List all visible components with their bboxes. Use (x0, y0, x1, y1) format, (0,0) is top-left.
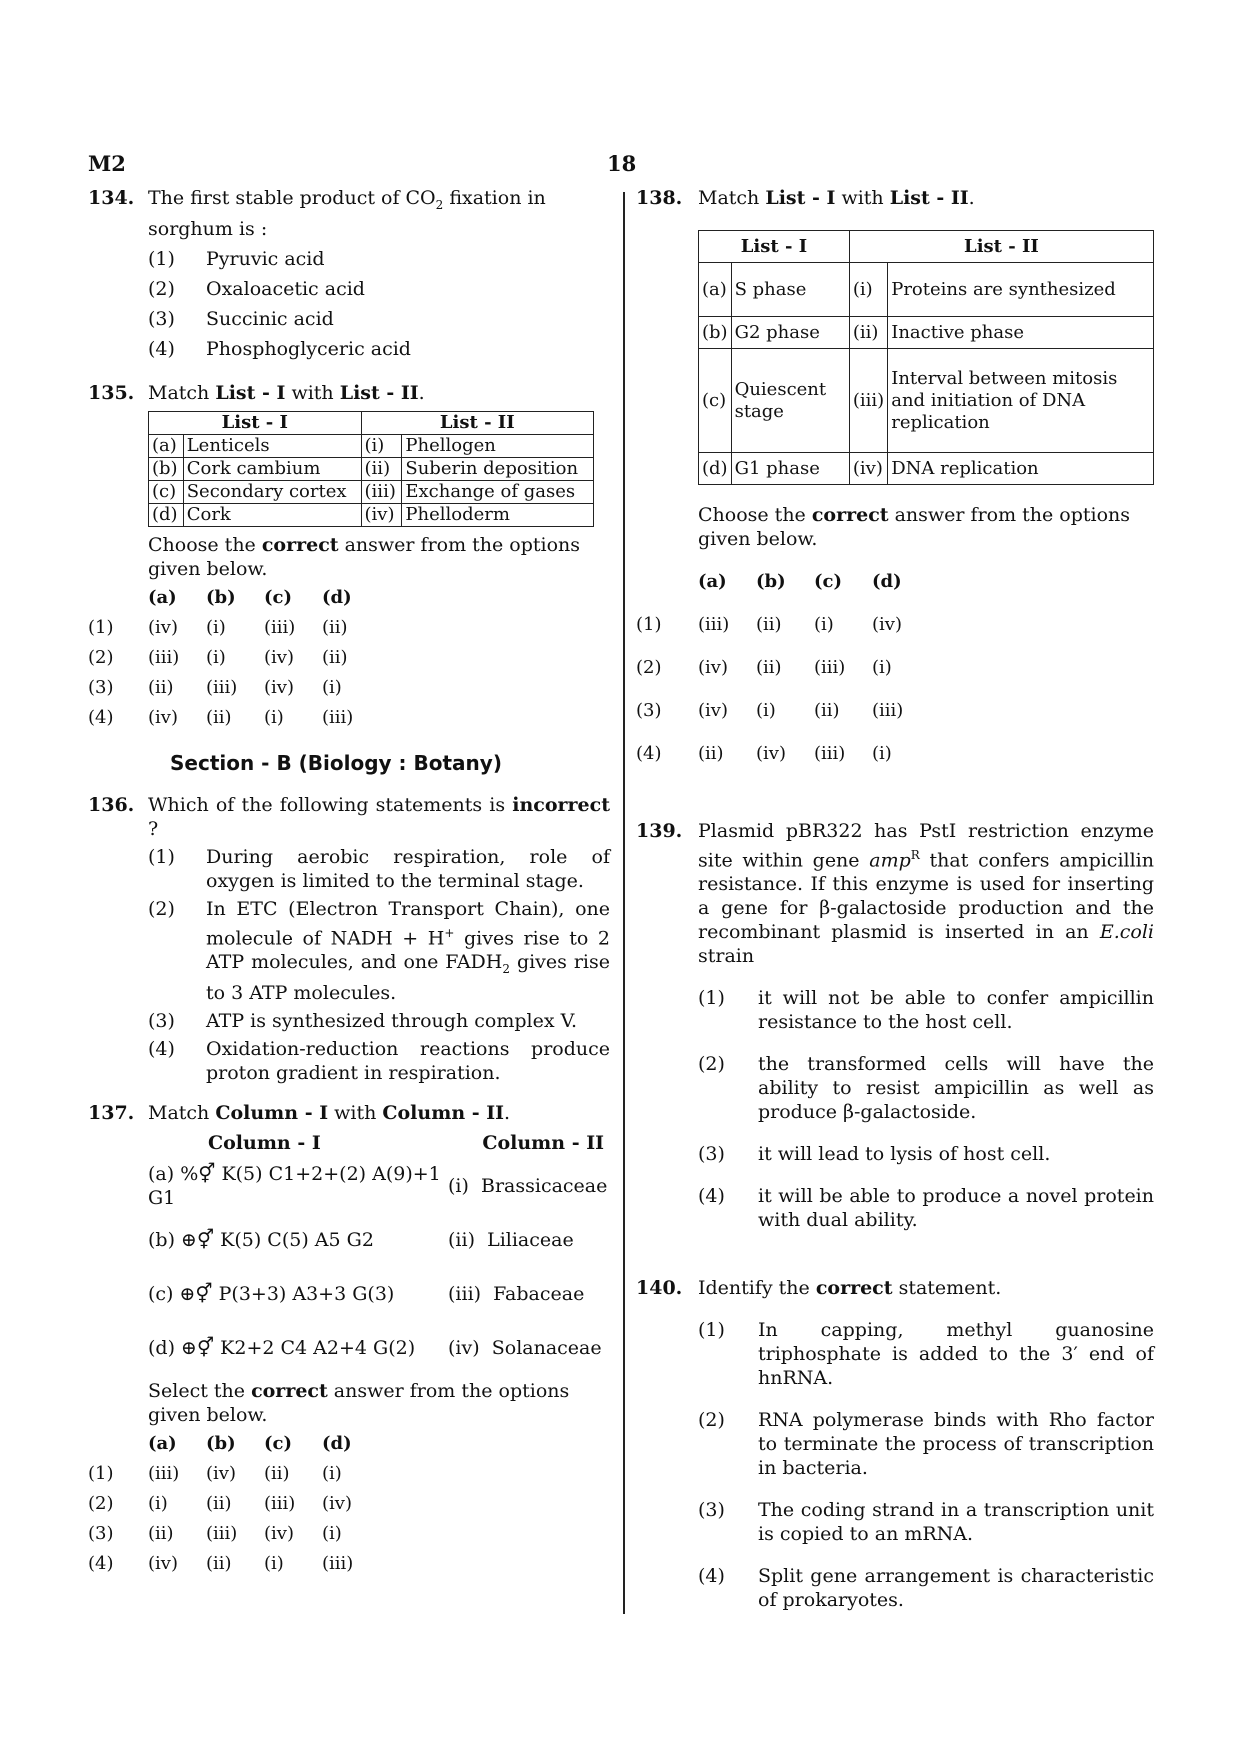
formula-item: (d) ⊕⚥ K2+2 C4 A2+4 G(2) (iv) Solanaceae (148, 1336, 602, 1359)
option[interactable]: (2) RNA polymerase binds with Rho factor to terminate the process of transcription in bacteria. (698, 1409, 1154, 1480)
formula-item: (b) ⊕⚥ K(5) C(5) A5 G2 (ii) Liliaceae (148, 1228, 574, 1251)
option[interactable]: (1) In capping, methyl guanosine triphosphate is added to the 3′ end of hnRNA. (698, 1319, 1154, 1390)
option[interactable]: (1) Pyruvic acid (148, 247, 325, 270)
formula-item: (a) %⚥ K(5) C1+2+(2) A(9)+1 G1 (i) Brassicaceae (148, 1162, 608, 1209)
right-column (636, 186, 1154, 1612)
option[interactable]: (4) Oxidation-reduction reactions produce proton gradient in respiration. (148, 1037, 610, 1084)
option[interactable]: (4) Phosphoglyceric acid (148, 337, 411, 360)
formula-list (88, 1159, 610, 1375)
page-number: 18 (607, 151, 637, 176)
match-table: List - I List - II (a) S phase (i) Proteins are synthesized (b) G2 phase (ii) Inactive phase (c) Quiescent stage (iii) Interval between mitosis and initiation of DNA replication (d) G1 phase (iv) DNA replication (698, 230, 1154, 485)
option[interactable]: (3) Succinic acid (148, 307, 334, 330)
column-1-header: Column - I (208, 1131, 321, 1154)
paper-code: M2 (88, 151, 126, 176)
option[interactable]: (2) the transformed cells will have the ability to resist ampicillin as well as produce β-galactoside. (698, 1053, 1154, 1124)
column-2-header: Column - II (482, 1131, 604, 1154)
option[interactable]: (1) During aerobic respiration, role of oxygen is limited to the terminal stage. (148, 845, 610, 892)
select-instruction: Select the correct answer from the options given below. (148, 1379, 570, 1426)
option[interactable]: (3) The coding strand in a transcription unit is copied to an mRNA. (698, 1499, 1154, 1546)
question-138: 138. Match List - I with List - II. List - I List - II (a) S phase (i) Proteins are synthesized (b) G2 phase (ii) Inactive phase (c) Quiescent stage (iii) Interval between mitosis and initiation of DNA replication (d) G1 phase (iv) DNA replication Choose the correct answer from the options given below. (636, 186, 1154, 551)
formula-item: (c) ⊕⚥ P(3+3) A3+3 G(3) (iii) Fabaceae (148, 1282, 585, 1305)
question-135: 135. Match List - I with List - II. List - I List - II (a) Lenticels (i) Phellogen (b) Cork cambium (ii) Suberin deposition (c) Secondary cortex (iii) Exchange of gases (d) Cork (iv) Phelloderm Choose the correct answer from the options given below. (88, 381, 610, 581)
option[interactable]: (4) it will be able to produce a novel protein with dual ability. (698, 1185, 1154, 1232)
answer-grid: (a) (b) (c) (d) (1) (iii) (ii) (i) (iv) (2) (iv) (ii) (iii) (i) (3) (iv) (i) (ii) (iii) (4) (ii) (iv) (iii) (i) (636, 571, 904, 764)
answer-grid: (a) (b) (c) (d) (1) (iv) (i) (iii) (ii) (2) (iii) (i) (iv) (ii) (3) (ii) (iii) (iv) (i) (4) (iv) (ii) (i) (iii) (88, 586, 354, 728)
option[interactable]: (3) ATP is synthesized through complex V. (148, 1009, 578, 1032)
option[interactable]: (3) it will lead to lysis of host cell. (698, 1143, 1051, 1166)
section-title: Section - B (Biology : Botany) (170, 750, 502, 775)
question-140: 140. Identify the correct statement. (1) In capping, methyl guanosine triphosphate is added to the 3′ end of hnRNA. (2) RNA polymerase binds with Rho factor to terminate the process of transcription in bacteria. (3) The coding strand in a transcription unit is copied to an mRNA. (4) Split gene arrangement is characteristic of prokaryotes. (636, 1277, 1154, 1612)
question-137: 137. Match Column - I with Column - II. Column - I Column - II (88, 1101, 604, 1154)
question-134: 134. The first stable product of $CO_2$ fixation in sorghum is : (1) Pyruvic acid (2) Oxaloacetic acid (3) Succinic acid (4) Phosphoglyceric acid (88, 186, 610, 367)
question-136: 136. Which of the following statements is incorrect ? (1) During aerobic respiration, role of oxygen is limited to the terminal stage. (2) In ETC (Electron Transport Chain), one molecule of NADH + H+ gives rise to 2 ATP molecules, and one $FADH_2$ gives rise to 3 ATP molecules. (3) ATP is synthesized through complex V. (4) Oxidation-reduction reactions produce proton gradient in respiration. (88, 793, 610, 1084)
column-divider (623, 192, 625, 1614)
option[interactable]: (1) it will not be able to confer ampicillin resistance to the host cell. (698, 987, 1154, 1034)
question-139: 139. Plasmid pBR322 has PstI restriction enzyme site within gene amp$^R$ that confers ampicillin resistance. If this enzyme is used for inserting a gene for β-galactoside production and the recombinant plasmid is inserted in an E.coli strain (1) it will not be able to confer ampicillin resistance to the host cell. (2) the transformed cells will have the ability to resist ampicillin as well as produce β-galactoside. (3) it will lead to lysis of host cell. (4) it will be able to produce a novel protein with dual ability. (636, 820, 1154, 1232)
option[interactable]: (4) Split gene arrangement is characteristic of prokaryotes. (698, 1565, 1154, 1612)
option[interactable]: (2) In ETC (Electron Transport Chain), one molecule of NADH + H+ gives rise to 2 ATP molecules, and one $FADH_2$ gives rise to 3 ATP molecules. (148, 897, 610, 1004)
left-column (88, 186, 610, 1579)
match-table: List - I List - II (a) Lenticels (i) Phellogen (b) Cork cambium (ii) Suberin deposition (c) Secondary cortex (iii) Exchange of gases (d) Cork (iv) Phelloderm (148, 411, 594, 527)
answer-grid: (a) (b) (c) (d) (1) (iii) (iv) (ii) (i) (2) (i) (ii) (iii) (iv) (3) (ii) (iii) (iv) (i) (4) (iv) (ii) (i) (iii) (88, 1432, 354, 1574)
option[interactable]: (2) Oxaloacetic acid (148, 277, 365, 300)
